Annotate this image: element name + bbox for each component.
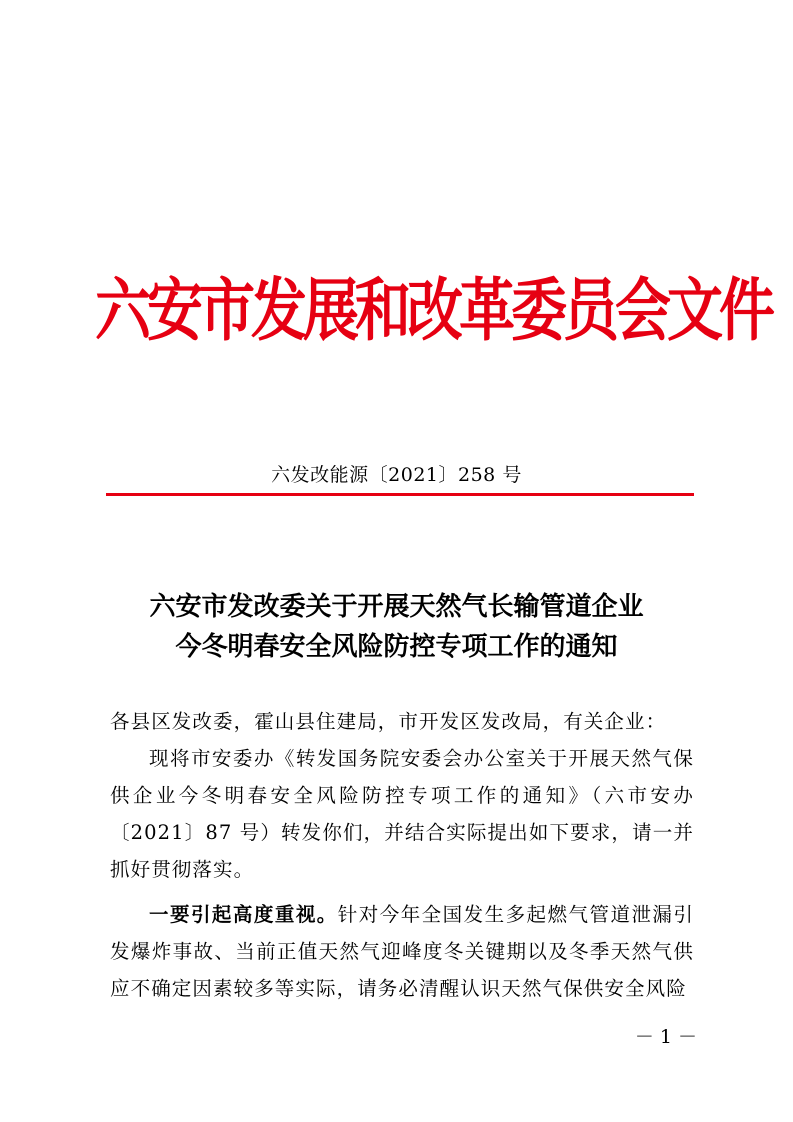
document-body <box>110 703 694 1007</box>
title-line-1: 六安市发改委关于开展天然气长输管道企业 <box>149 592 644 622</box>
page-number: － 1 － <box>634 1026 697 1048</box>
title-line-2: 今冬明春安全风险防控专项工作的通知 <box>175 632 618 662</box>
paragraph-2-text: 针对今年全国发生多起燃气管道泄漏引发爆炸事故、当前正值天然气迎峰度冬关键期以及冬季天然气供应不确定因素较多等实际，请务必清醒认识天然气保供安全风险 <box>110 903 694 1000</box>
red-separator-line <box>106 493 694 496</box>
document-title <box>0 587 793 667</box>
body-paragraph-1: 现将市安委办《转发国务院安委会办公室关于开展天然气保供企业今冬明春安全风险防控专项工作的通知》（六市安办〔2021〕87 号）转发你们，并结合实际提出如下要求，请一并抓好贯彻落实。 <box>110 747 694 881</box>
paragraph-lead-heading: 一要引起高度重视。 <box>149 903 338 926</box>
body-paragraph-2 <box>110 896 694 1007</box>
document-number: 六发改能源〔2021〕258 号 <box>271 464 522 486</box>
issuer-header: 六安市发展和改革委员会文件 <box>95 270 771 352</box>
recipients-line: 各县区发改委，霍山县住建局，市开发区发改局，有关企业： <box>110 710 667 733</box>
